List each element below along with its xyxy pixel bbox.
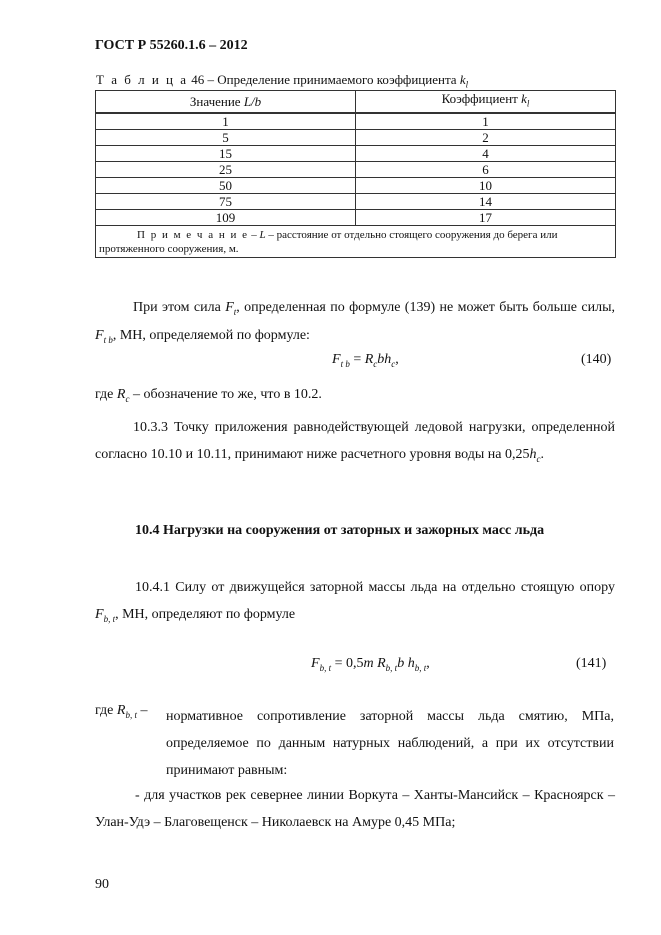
column-header-ratio-var: L/b [243,93,262,109]
var-run: b [397,656,405,671]
section-heading-10-4: 10.4 Нагрузки на сооружения от заторных и зажорных масс льда [135,523,545,538]
text-run: где [95,703,117,718]
var-run: F [311,656,320,671]
sub-run: b, t [414,662,427,673]
table-row [96,129,616,145]
table-caption-var: k [459,72,466,87]
text-run: – [136,703,148,718]
table-caption [96,72,468,90]
where-clause-rbt [95,703,147,720]
table-cell: 50 [96,177,356,193]
column-header-coefficient-sub: l [526,98,530,109]
table-cell: 109 [96,209,356,225]
var-run: bh [377,352,392,367]
text-run: = [349,352,365,367]
var-run: F [95,327,104,343]
table-cell: 5 [96,129,356,145]
text-run: где [95,387,117,402]
sub-run: b, t [125,709,137,720]
text-run: – обозначение то же, что в 10.2. [129,387,322,402]
table-row [96,113,616,130]
text-run: . [540,447,544,462]
text-run: 10.3.3 Точку приложения равнодействующей ледовой нагрузки, определенной согласно 10.10 и 10.11, принимают ниже расчетного уровня воды на 0,25 [95,420,615,462]
table-cell: 25 [96,161,356,177]
formula-number-140: (140) [581,352,612,367]
text-run: = 0,5 [331,656,364,671]
table-cell: 75 [96,193,356,209]
sub-run: b, t [319,662,332,673]
table-cell: 15 [96,145,356,161]
var-run: h [529,447,537,462]
table-caption-sub: l [465,79,469,90]
table-note-var: L [259,228,266,241]
column-header-coefficient [356,91,616,113]
table-row [96,161,616,177]
var-run: R [116,703,126,718]
var-run: m [363,656,374,671]
table-cell: 17 [356,209,616,225]
formula-number-141: (141) [576,656,607,671]
text-run: 10.4.1 Силу от движущейся заторной массы льда на отдельно стоящую опору [135,580,615,595]
var-run: F [95,607,104,622]
table-row [96,177,616,193]
sub-run: t b [340,358,350,369]
table-cell: 10 [356,177,616,193]
where-clause-rbt-definition: нормативное сопротивление заторной массы льда смятию, МПа, определяемое по данным натурных наблюдений, а при их отсутствии принимают равным: [166,709,614,778]
var-run: R [373,656,386,671]
var-run: F [332,352,341,367]
column-header-ratio-label: Значение [189,93,244,109]
table-note-word: П р и м е ч а н и е [137,228,249,241]
paragraph-10-4-1 [95,574,615,633]
column-header-ratio [96,91,356,113]
table-row [96,209,616,225]
text-run: При этом сила [133,300,226,315]
sub-run: t [233,306,237,317]
text-run: , определенная по формуле (139) не может быть больше силы, [236,300,616,315]
paragraph-force-limit [95,296,615,352]
table-cell: 4 [356,145,616,161]
table-cell: 6 [356,161,616,177]
text-run: , [395,352,399,367]
where-clause-rc [95,387,322,404]
var-run: h [404,656,415,671]
text-run: , МН, определяемой по формуле: [112,327,310,343]
text-run: , МН, определяют по формуле [115,607,296,622]
table-cell: 1 [96,113,356,130]
formula-141 [311,656,430,673]
sub-run: c [373,358,378,369]
table-caption-word: Т а б л и ц а [96,72,188,87]
sub-run: c [125,393,130,404]
column-header-coefficient-label: Коэффициент [441,91,522,106]
var-run: R [116,387,126,402]
column-header-coefficient-var: k [521,91,527,106]
table-header-row [96,91,616,113]
table-note-row [96,225,616,257]
sub-run: t b [103,334,113,345]
document-header: ГОСТ Р 55260.1.6 – 2012 [95,38,248,53]
table-note: П р и м е ч а н и е – L – расстояние от отдельно стоящего сооружения до берега или протяженного сооружения, м. [96,225,616,257]
sub-run: b, t [103,613,116,624]
text-run: , [426,656,430,671]
sub-run: c [391,358,396,369]
table-cell: 1 [356,113,616,130]
sub-run: b, t [385,662,398,673]
var-run: F [225,300,234,315]
formula-140 [332,352,399,369]
table-row [96,193,616,209]
table-caption-text: 46 – Определение принимаемого коэффициента [191,72,460,87]
coefficient-table [95,90,616,258]
page-number: 90 [95,877,109,892]
var-run: R [364,352,374,367]
table-note-text: – расстояние от отдельно стоящего сооружения до берега или протяженного сооружения, м. [99,228,558,255]
list-item: - для участков рек севернее линии Воркута – Ханты-Мансийск – Красноярск – Улан-Удэ – Благовещенск – Николаевск на Амуре 0,45 МПа; [95,788,615,830]
table-cell: 2 [356,129,616,145]
table-cell: 14 [356,193,616,209]
table-row [96,145,616,161]
sub-run: c [536,453,541,464]
paragraph-10-3-3 [95,414,615,473]
